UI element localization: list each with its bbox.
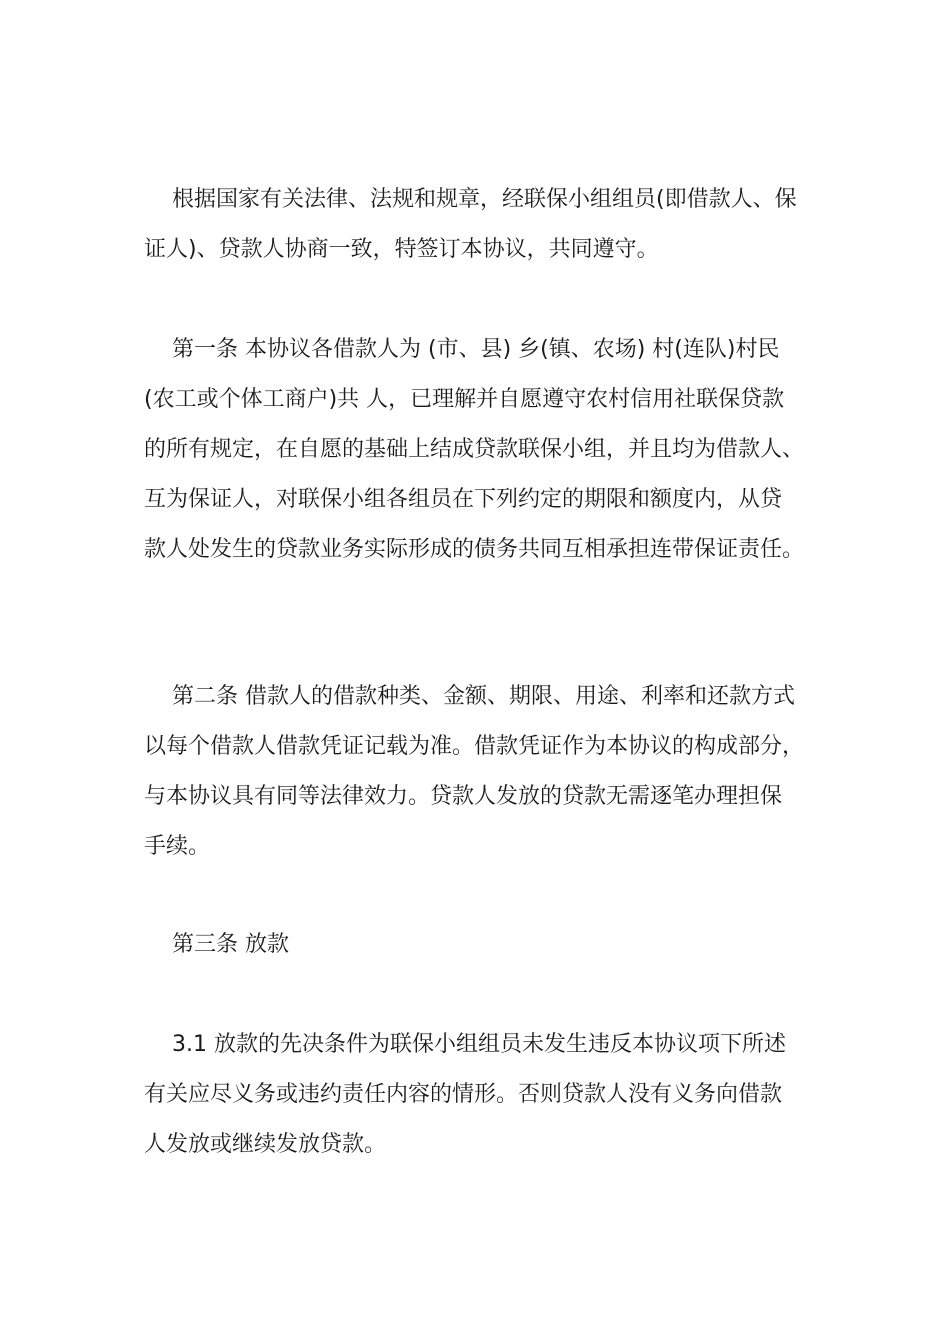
text-line: 以每个借款人借款凭证记载为准。借款凭证作为本协议的构成部分， bbox=[144, 734, 805, 759]
text-line: 第三条 放款 bbox=[172, 932, 289, 957]
paragraph-clause-3-1 bbox=[144, 1020, 824, 1170]
text-line: 根据国家有关法律、法规和规章，经联保小组组员(即借款人、保 bbox=[172, 187, 797, 212]
paragraph-preamble bbox=[144, 175, 824, 275]
text-line: 与本协议具有同等法律效力。贷款人发放的贷款无需逐笔办理担保 bbox=[144, 784, 783, 809]
text-line: 有关应尽义务或违约责任内容的情形。否则贷款人没有义务向借款 bbox=[144, 1082, 783, 1107]
text-line: 证人)、贷款人协商一致，特签订本协议，共同遵守。 bbox=[144, 237, 659, 262]
paragraph-article-2 bbox=[144, 672, 824, 872]
text-line: 的所有规定，在自愿的基础上结成贷款联保小组，并且均为借款人、 bbox=[144, 437, 805, 462]
text-line: (农工或个体工商户)共 人，已理解并自愿遵守农村信用社联保贷款 bbox=[144, 387, 785, 412]
text-line: 手续。 bbox=[144, 834, 211, 859]
text-line: 互为保证人，对联保小组各组员在下列约定的期限和额度内，从贷 bbox=[144, 487, 783, 512]
paragraph-article-3-heading bbox=[144, 920, 824, 970]
paragraph-article-1 bbox=[144, 325, 824, 575]
text-line: 款人处发生的贷款业务实际形成的债务共同互相承担连带保证责任。 bbox=[144, 537, 805, 562]
text-line: 第二条 借款人的借款种类、金额、期限、用途、利率和还款方式 bbox=[172, 684, 795, 709]
text-line: 3.1 放款的先决条件为联保小组组员未发生违反本协议项下所述 bbox=[172, 1032, 786, 1057]
text-line: 人发放或继续发放贷款。 bbox=[144, 1132, 387, 1157]
text-line: 第一条 本协议各借款人为 (市、县) 乡(镇、农场) 村(连队)村民 bbox=[172, 337, 780, 362]
